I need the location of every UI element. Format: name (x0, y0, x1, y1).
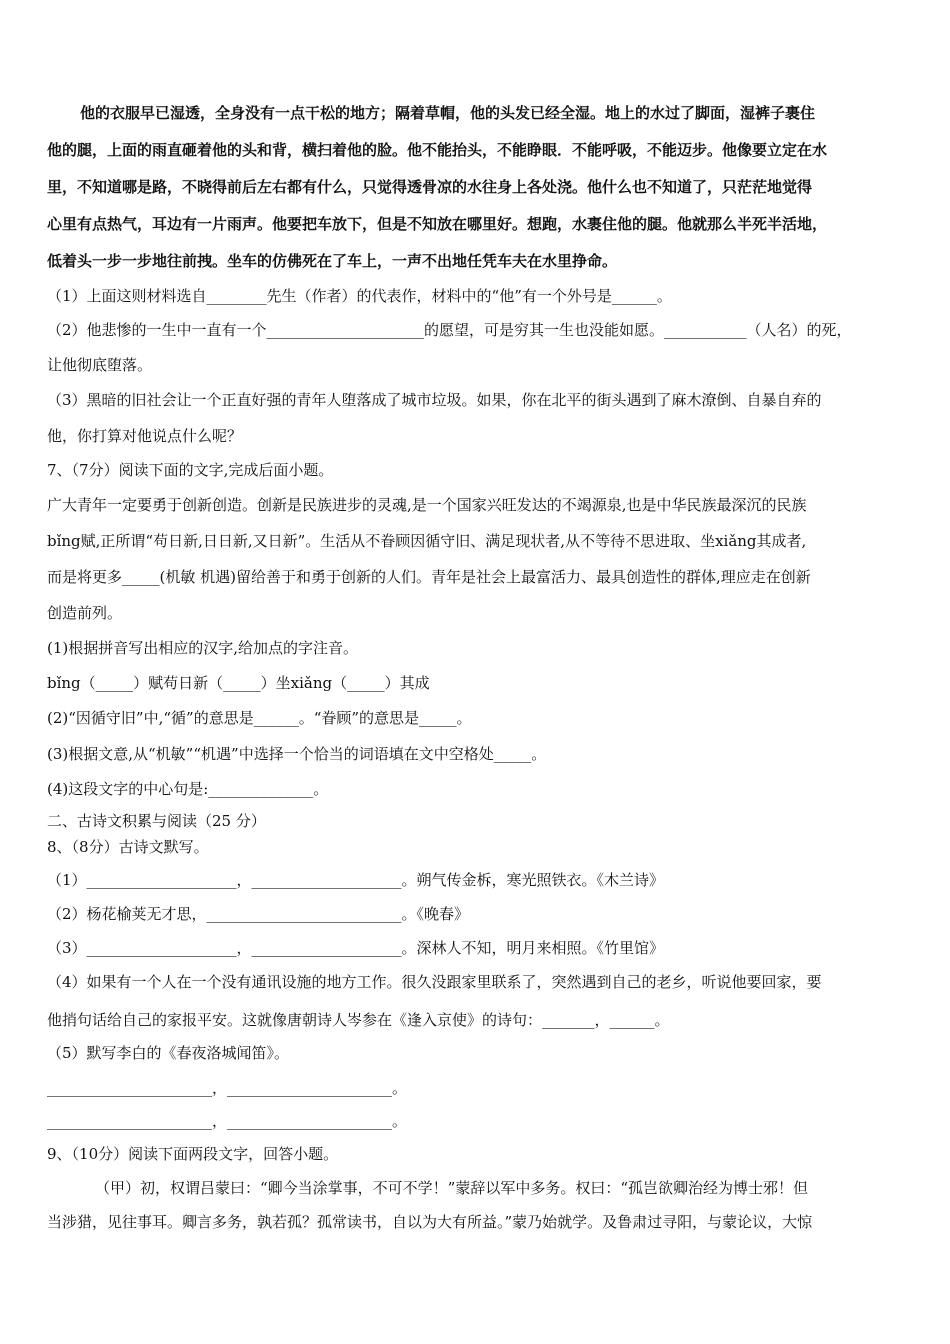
q7-4: (4)这段文字的中心句是:______________。 (47, 780, 329, 798)
q7-passage-3: 而是将更多_____(机敏 机遇)留给善于和勇于创新的人们。青年是社会上最富活力、最具创造性的群体,理应走在创新 (47, 568, 811, 586)
q9-passage-1: （甲）初，权谓吕蒙曰：“卿今当涂掌事，不可不学！”蒙辞以军中多务。权曰：“孤岂欲卿治经为博士邪！但 (95, 1179, 809, 1197)
q8-5: （5）默写李白的《春夜洛城闻笛》。 (47, 1044, 290, 1062)
q6-3: （3）黑暗的旧社会让一个正直好强的青年人堕落成了城市垃圾。如果，你在北平的街头遇到了麻木潦倒、自暴自弃的 (47, 391, 822, 409)
passage-line-1: 他的衣服早已湿透，全身没有一点干松的地方；隔着草帽，他的头发已经全湿。地上的水过了脚面，湿裤子裹住 (80, 104, 816, 122)
q7-1: (1)根据拼音写出相应的汉字,给加点的字注音。 (47, 639, 359, 657)
passage-line-4: 心里有点热气，耳边有一片雨声。他要把车放下，但是不知放在哪里好。想跑，水裹住他的腿。他就那么半死半活地， (47, 215, 828, 233)
q8-1: （1）____________________，____________________。朔气传金柝，寒光照铁衣。《木兰诗》 (47, 871, 665, 889)
q7-3: (3)根据文意,从“机敏”“机遇”中选择一个恰当的词语填在文中空格处_____。 (47, 745, 547, 763)
q8-4-cont: 他捎句话给自己的家报平安。这就像唐朝诗人岑参在《逢入京使》的诗句：_______，______。 (47, 1011, 670, 1029)
q7-passage-1: 广大青年一定要勇于创新创造。创新是民族进步的灵魂,是一个国家兴旺发达的不竭源泉,也是中华民族最深沉的民族 (47, 496, 807, 514)
q6-1: （1）上面这则材料选自________先生（作者）的代表作，材料中的“他”有一个外号是______。 (47, 287, 672, 305)
q6-2-cont: 让他彻底堕落。 (47, 356, 153, 374)
passage-line-5: 低着头一步一步地往前拽。坐车的仿佛死在了车上，一声不出地任凭车夫在水里挣命。 (47, 252, 618, 270)
passage-line-2: 他的腿，上面的雨直砸着他的头和背，横扫着他的脸。他不能抬头，不能睁眼．不能呼吸，不能迈步。他像要立定在水 (47, 141, 828, 159)
q7-1-blanks: bǐng（_____）赋苟日新（_____）坐xiǎng（_____）其成 (47, 674, 430, 692)
passage-line-3: 里，不知道哪是路，不晓得前后左右都有什么，只觉得透骨凉的水往身上各处浇。他什么也不知道了，只茫茫地觉得 (47, 178, 813, 196)
q8-5-blank-2: ______________________，______________________。 (47, 1112, 408, 1130)
q6-3-cont: 他，你打算对他说点什么呢？ (47, 427, 243, 445)
q9-heading: 9、（10分）阅读下面两段文字，回答小题。 (47, 1145, 339, 1163)
q7-2: (2)“因循守旧”中,“循”的意思是______。“眷顾”的意思是_____。 (47, 709, 472, 727)
q7-passage-4: 创造前列。 (47, 604, 123, 622)
q8-3: （3）____________________，____________________。深林人不知，明月来相照。《竹里馆》 (47, 939, 665, 957)
q8-5-blank-1: ______________________，______________________。 (47, 1079, 408, 1097)
q6-2: （2）他悲惨的一生中一直有一个_____________________的愿望，可是穷其一生也没能如愿。___________（人名）的死， (47, 321, 852, 339)
q8-2: （2）杨花榆荚无才思，__________________________。《晚春》 (47, 905, 470, 923)
q9-passage-2: 当涉猎，见往事耳。卿言多务，孰若孤？孤常读书，自以为大有所益。”蒙乃始就学。及鲁肃过寻阳，与蒙论议，大惊 (47, 1213, 813, 1231)
section-2-heading: 二、古诗文积累与阅读（25 分） (47, 812, 266, 830)
q7-heading: 7、（7分）阅读下面的文字,完成后面小题。 (47, 461, 334, 479)
q8-4: （4）如果有一个人在一个没有通讯设施的地方工作。很久没跟家里联系了，突然遇到自己的老乡，听说他要回家，要 (47, 973, 822, 991)
q7-passage-2: bǐng赋,正所谓“苟日新,日日新,又日新”。生活从不眷顾因循守旧、满足现状者,从不等待不思进取、坐xiǎng其成者, (47, 532, 807, 550)
q8-heading: 8、（8分）古诗文默写。 (47, 838, 209, 856)
